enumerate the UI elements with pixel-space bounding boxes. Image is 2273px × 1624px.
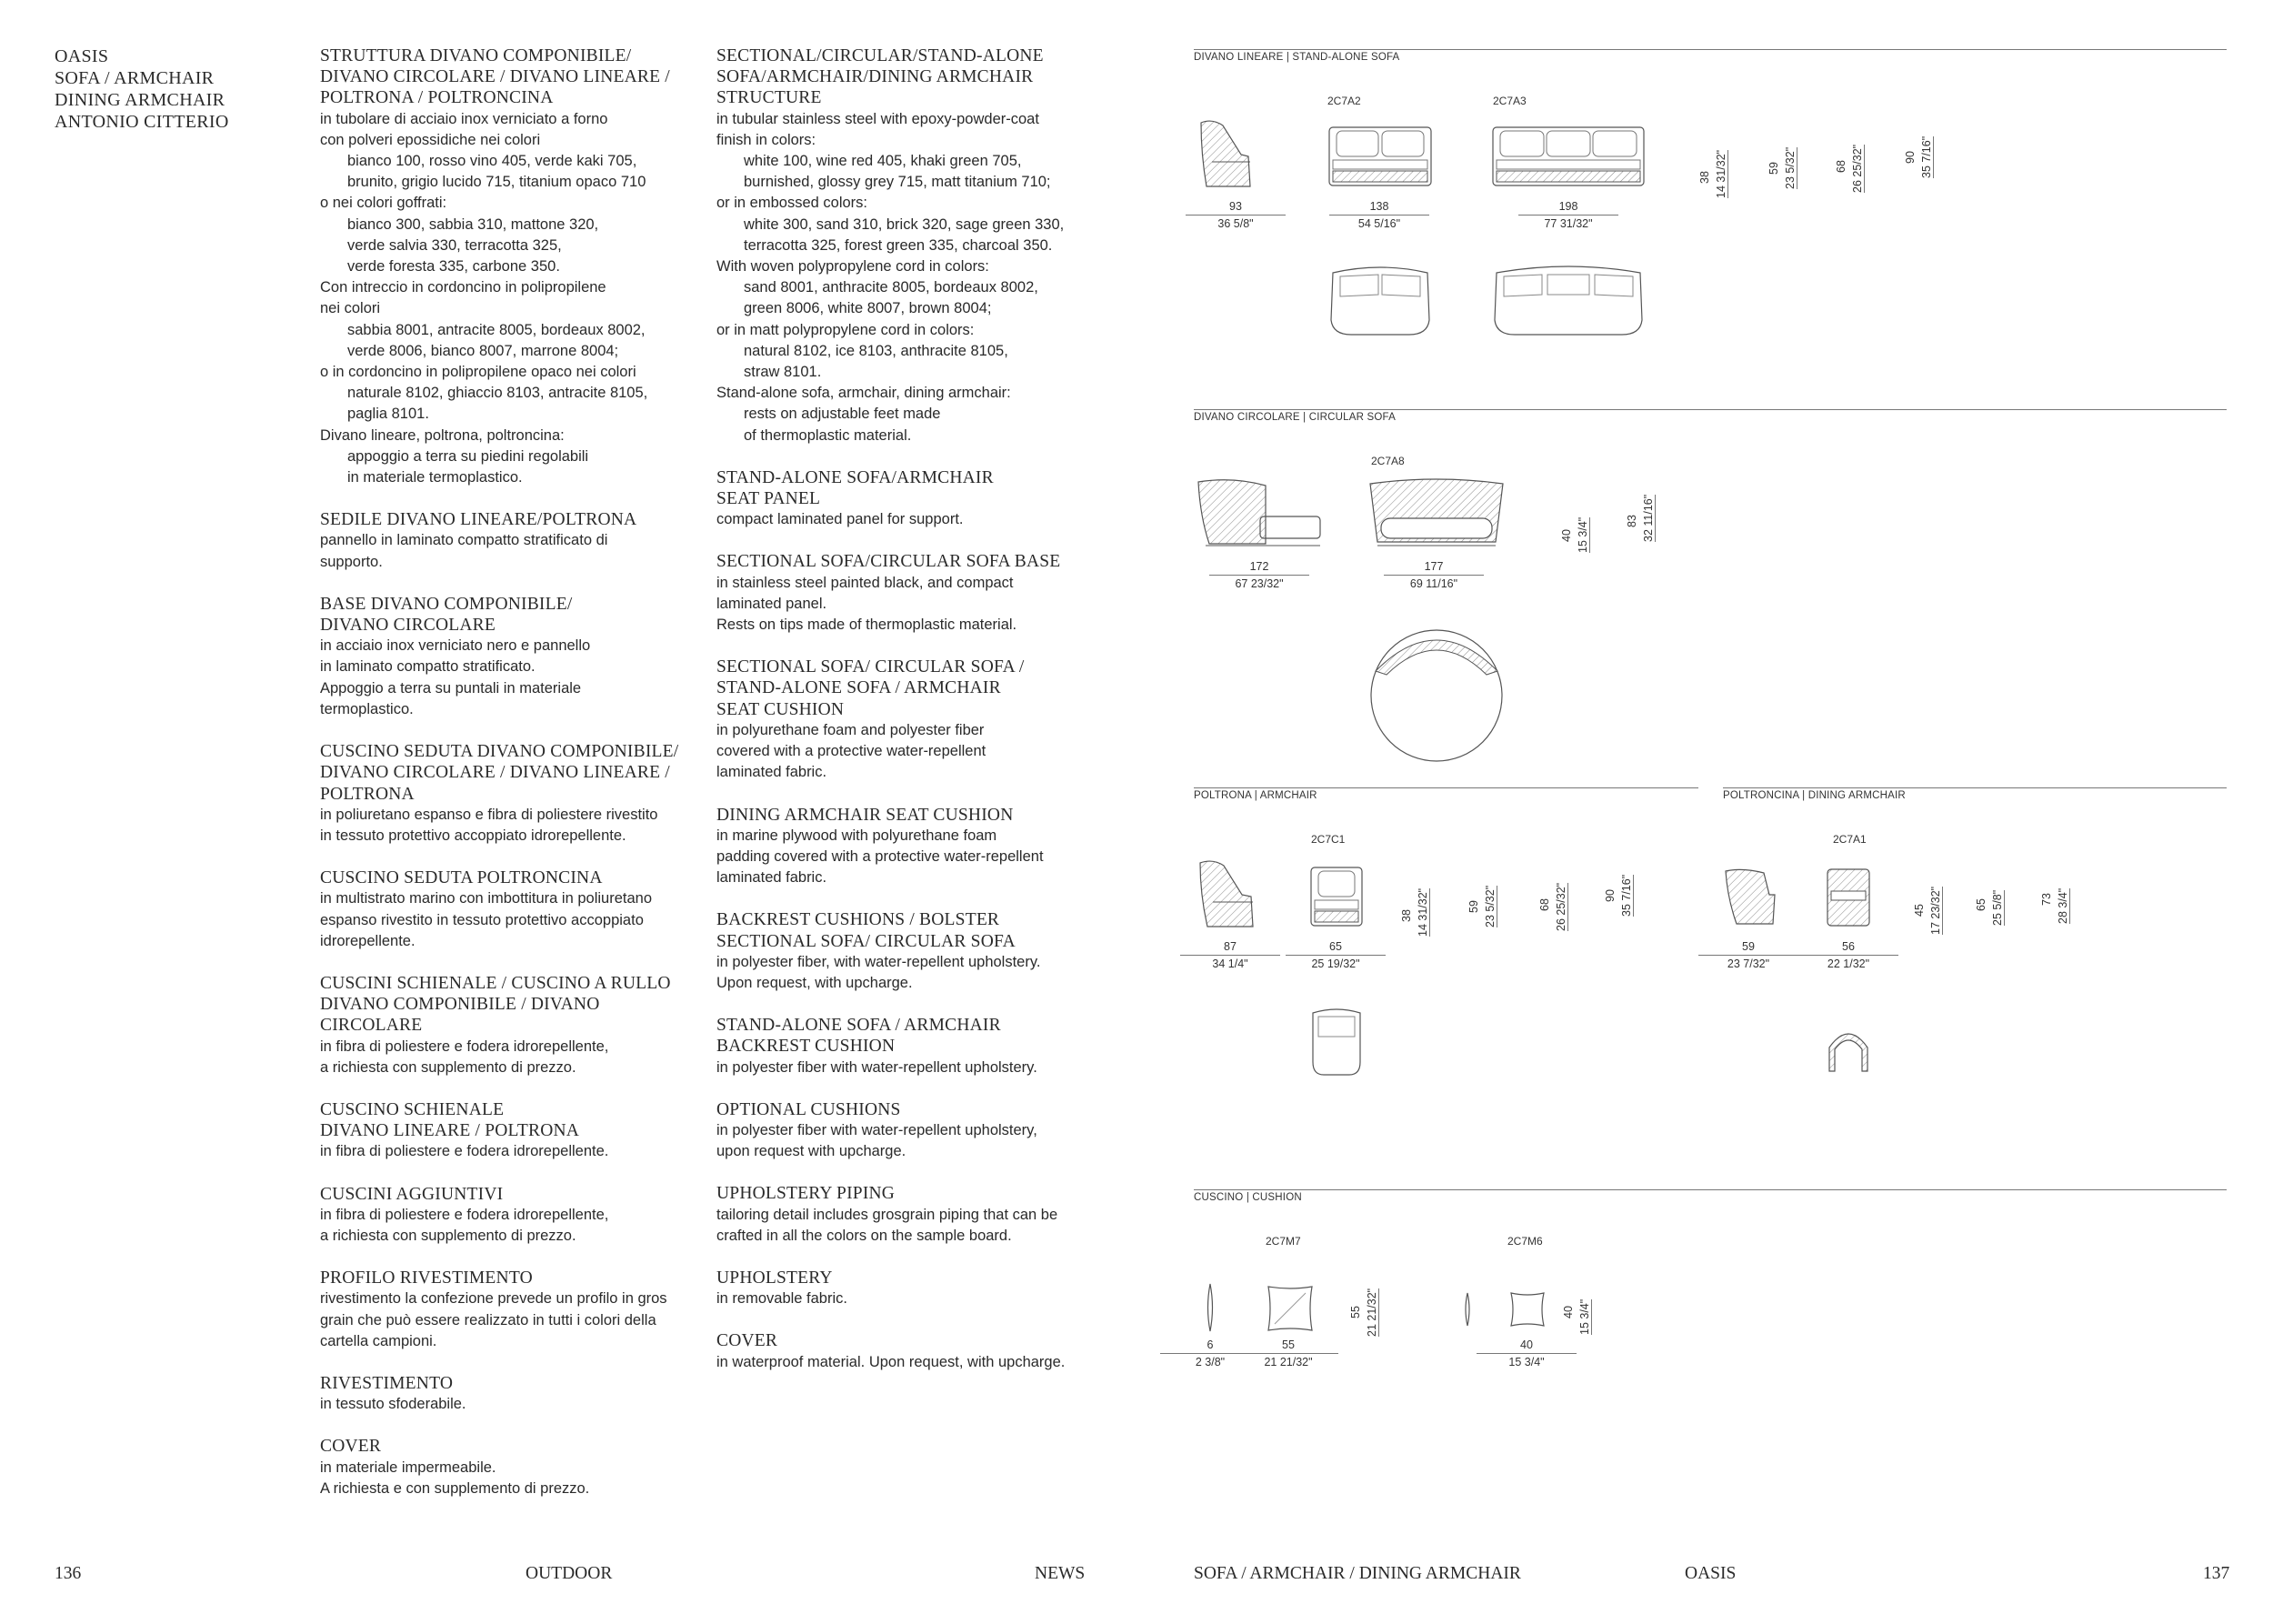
spec-text: verde salvia 330, terracotta 325, (347, 236, 562, 254)
width-dimension: 65 25 19/32" (1286, 938, 1386, 972)
linear-sofa-2seat-top-drawing (1327, 264, 1433, 338)
spec-section (320, 741, 702, 847)
spec-heading: STRUTTURA DIVANO COMPONIBILE/ (320, 46, 632, 65)
italian-specs-column (320, 45, 702, 1520)
spec-text: espanso rivestito in tessuto protettivo accoppiato (320, 911, 644, 928)
spec-heading: CUSCINI SCHIENALE / CUSCINO A RULLO (320, 973, 671, 993)
spec-heading: OPTIONAL CUSHIONS (716, 1099, 901, 1119)
section-divider (1194, 409, 2227, 410)
width-dimension: 172 67 23/32" (1209, 558, 1309, 592)
spec-section (320, 1373, 702, 1415)
width-dimension: 40 15 3/4" (1477, 1337, 1577, 1370)
spec-heading: COVER (320, 1437, 382, 1457)
circular-sofa-front-drawing (1368, 480, 1505, 553)
spec-heading: DIVANO LINEARE / POLTRONA (320, 1121, 580, 1141)
height-dimension: 83 32 11/16" (1626, 494, 1655, 542)
spec-text: in fibra di poliestere e fodera idrorepellente, (320, 1206, 609, 1223)
spec-text: in tubolare di acciaio inox verniciato a forno (320, 110, 608, 127)
spec-section (716, 909, 1098, 994)
spec-text: verde 8006, bianco 8007, marrone 8004; (347, 342, 619, 359)
section-title-circular: DIVANO CIRCOLARE | CIRCULAR SOFA (1194, 412, 1396, 423)
spec-text: idrorepellente. (320, 932, 416, 949)
height-dimension: 59 23 5/32" (1467, 885, 1497, 927)
spec-text: Appoggio a terra su puntali in materiale (320, 679, 582, 697)
spec-text: in poliuretano espanso e fibra di poliestere rivestito (320, 806, 658, 823)
dining-armchair-side-drawing (1724, 867, 1778, 927)
circular-sofa-top-drawing (1368, 627, 1505, 764)
spec-text: in materiale termoplastico. (347, 469, 523, 486)
spec-heading: SECTIONAL SOFA/CIRCULAR SOFA BASE (716, 552, 1061, 572)
spec-text: in polyester fiber, with water-repellent upholstery. (716, 953, 1041, 970)
spec-heading: SOFA/ARMCHAIR/DINING ARMCHAIR (716, 67, 1034, 87)
circular-sofa-side-drawing (1197, 480, 1324, 553)
spec-text: With woven polypropylene cord in colors: (716, 258, 989, 276)
spec-section (320, 45, 702, 488)
height-dimension: 40 15 3/4" (1560, 516, 1589, 553)
section-title-linear: DIVANO LINEARE | STAND-ALONE SOFA (1194, 52, 1400, 63)
spec-heading: CUSCINI AGGIUNTIVI (320, 1184, 504, 1204)
product-title-block (55, 45, 229, 133)
spec-text: in marine plywood with polyurethane foam (716, 827, 997, 844)
spec-text: a richiesta con supplemento di prezzo. (320, 1227, 576, 1244)
spec-text: green 8006, white 8007, brown 8004; (744, 300, 992, 317)
spec-text: Upon request, with upcharge. (716, 974, 913, 991)
spec-section (320, 867, 702, 952)
spec-heading: RIVESTIMENTO (320, 1373, 454, 1393)
spec-text: cartella campioni. (320, 1332, 437, 1349)
spec-heading: POLTRONA (320, 784, 415, 804)
spec-text: naturale 8102, ghiaccio 8103, antracite 8105, (347, 385, 648, 402)
linear-sofa-2seat-front-drawing (1327, 125, 1433, 189)
dining-armchair-front-drawing (1826, 867, 1871, 927)
spec-heading: DIVANO COMPONIBILE / DIVANO (320, 995, 600, 1015)
spec-heading: SECTIONAL SOFA/ CIRCULAR SOFA / (716, 657, 1025, 677)
page-number-left: 136 (55, 1564, 82, 1583)
height-dimension: 68 26 25/32" (1835, 144, 1864, 193)
spec-text: o nei colori goffrati: (320, 195, 447, 212)
spec-text: A richiesta e con supplemento di prezzo. (320, 1479, 590, 1497)
model-code: 2C7M7 (1266, 1235, 1301, 1248)
model-code: 2C7A3 (1493, 95, 1527, 107)
height-dimension: 68 26 25/32" (1538, 882, 1567, 931)
spec-heading: SEDILE DIVANO LINEARE/POLTRONA (320, 510, 637, 530)
spec-text: in acciaio inox verniciato nero e pannello (320, 637, 591, 655)
spec-section (320, 509, 702, 573)
dining-armchair-top-drawing (1826, 1026, 1871, 1077)
spec-section (716, 1099, 1098, 1163)
english-specs-column (716, 45, 1098, 1394)
spec-heading: STRUCTURE (716, 88, 822, 108)
section-divider (1194, 787, 1698, 788)
width-dimension: 177 69 11/16" (1384, 558, 1484, 592)
height-dimension: 90 35 7/16" (1604, 874, 1633, 917)
spec-section (716, 45, 1098, 446)
width-dimension: 59 23 7/32" (1698, 938, 1798, 972)
spec-heading: STAND-ALONE SOFA / ARMCHAIR (716, 1016, 1001, 1036)
spec-text: Con intreccio in cordoncino in polipropilene (320, 279, 606, 296)
width-dimension: 198 77 31/32" (1518, 198, 1618, 232)
spec-text: Stand-alone sofa, armchair, dining armchair: (716, 385, 1011, 402)
spec-text: upon request with upcharge. (716, 1143, 906, 1160)
width-dimension: 55 21 21/32" (1238, 1337, 1338, 1370)
spec-text: of thermoplastic material. (744, 426, 912, 444)
spec-heading: DIVANO CIRCOLARE (320, 616, 496, 636)
spec-text: finish in colors: (716, 131, 816, 148)
spec-section (716, 467, 1098, 531)
spec-text: bianco 100, rosso vino 405, verde kaki 705, (347, 153, 637, 170)
spec-heading: BACKREST CUSHION (716, 1037, 896, 1057)
spec-heading: SECTIONAL/CIRCULAR/STAND-ALONE (716, 46, 1044, 65)
page-number-right: 137 (2203, 1564, 2230, 1583)
spec-text: in laminato compatto stratificato. (320, 658, 536, 676)
spec-text: or in matt polypropylene cord in colors: (716, 321, 975, 338)
spec-section (716, 1268, 1098, 1309)
spec-text: rivestimento la confezione prevede un profilo in gros (320, 1290, 667, 1308)
spec-heading: STAND-ALONE SOFA / ARMCHAIR (716, 678, 1001, 698)
spec-text: sand 8001, anthracite 8005, bordeaux 8002, (744, 279, 1038, 296)
section-title-armchair: POLTRONA | ARMCHAIR (1194, 790, 1317, 801)
spec-text: rests on adjustable feet made (744, 406, 941, 423)
spec-heading: STAND-ALONE SOFA/ARMCHAIR (716, 467, 994, 487)
spec-heading: CUSCINO SEDUTA DIVANO COMPONIBILE/ (320, 742, 679, 762)
spec-text: supporto. (320, 553, 383, 570)
height-dimension: 45 17 23/32" (1913, 886, 1942, 935)
spec-text: sabbia 8001, antracite 8005, bordeaux 8002, (347, 321, 646, 338)
footer-news: NEWS (1035, 1564, 1086, 1583)
spec-text: terracotta 325, forest green 335, charcoal 350. (744, 236, 1053, 254)
spec-text: crafted in all the colors on the sample board. (716, 1227, 1012, 1244)
spec-text: in polyester fiber with water-repellent upholstery, (716, 1121, 1037, 1138)
height-dimension: 59 23 5/32" (1767, 146, 1797, 189)
width-dimension: 138 54 5/16" (1329, 198, 1429, 232)
spec-text: straw 8101. (744, 364, 822, 381)
spec-text: in tessuto sfoderabile. (320, 1396, 466, 1413)
height-dimension: 38 14 31/32" (1400, 887, 1429, 937)
height-dimension: 65 25 5/8" (1975, 889, 2004, 926)
armchair-side-drawing (1195, 858, 1277, 931)
spec-text: paglia 8101. (347, 406, 429, 423)
spec-text: in waterproof material. Upon request, with upcharge. (716, 1353, 1066, 1370)
spec-text: in tessuto protettivo accoppiato idrorepellente. (320, 827, 626, 844)
height-dimension: 40 15 3/4" (1562, 1298, 1591, 1335)
width-dimension: 87 34 1/4" (1180, 938, 1280, 972)
spec-heading: CIRCOLARE (320, 1016, 423, 1036)
spec-text: laminated panel. (716, 595, 827, 612)
width-dimension: 56 22 1/32" (1798, 938, 1898, 972)
spec-heading: DINING ARMCHAIR SEAT CUSHION (716, 805, 1014, 825)
spec-section (716, 805, 1098, 889)
height-dimension: 55 21 21/32" (1349, 1288, 1378, 1337)
footer-product-type: SOFA / ARMCHAIR / DINING ARMCHAIR (1194, 1564, 1521, 1583)
spec-text: laminated fabric. (716, 764, 827, 781)
spec-heading: DIVANO CIRCOLARE / DIVANO LINEARE / (320, 67, 670, 87)
spec-heading: UPHOLSTERY PIPING (716, 1184, 896, 1204)
spec-section (320, 1436, 702, 1499)
model-code: 2C7C1 (1311, 833, 1346, 846)
spec-text: in multistrato marino con imbottitura in poliuretano (320, 890, 653, 907)
spec-section (716, 1015, 1098, 1078)
collection-name: OASIS (55, 46, 109, 66)
spec-heading: DIVANO CIRCOLARE / DIVANO LINEARE / (320, 763, 670, 783)
spec-heading: SEAT CUSHION (716, 699, 845, 719)
height-dimension: 73 28 3/4" (2040, 887, 2069, 924)
model-code: 2C7A2 (1327, 95, 1361, 107)
spec-text: nei colori (320, 300, 381, 317)
section-divider (1723, 787, 2227, 788)
spec-text: in materiale impermeabile. (320, 1459, 496, 1476)
spec-text: brunito, grigio lucido 715, titanium opaco 710 (347, 174, 646, 191)
linear-sofa-3seat-front-drawing (1491, 125, 1646, 189)
height-dimension: 90 35 7/16" (1904, 135, 1933, 178)
spec-text: in tubular stainless steel with epoxy-powder-coat (716, 110, 1039, 127)
spec-text: covered with a protective water-repellent (716, 743, 986, 760)
section-divider (1194, 1189, 2227, 1190)
linear-sofa-3seat-top-drawing (1491, 264, 1646, 338)
model-code: 2C7A8 (1371, 455, 1405, 467)
designer-name: ANTONIO CITTERIO (55, 112, 229, 132)
section-title-cushion: CUSCINO | CUSHION (1194, 1192, 1302, 1203)
spec-section (716, 551, 1098, 636)
spec-section (716, 1330, 1098, 1372)
spec-heading: POLTRONA / POLTRONCINA (320, 88, 554, 108)
spec-text: pannello in laminato compatto stratificato di (320, 532, 608, 549)
cushion-large-front-drawing (1266, 1284, 1315, 1333)
spec-heading: SECTIONAL SOFA/ CIRCULAR SOFA (716, 931, 1016, 951)
spec-text: in fibra di poliestere e fodera idrorepellente, (320, 1038, 609, 1055)
spec-text: a richiesta con supplemento di prezzo. (320, 1058, 576, 1076)
spec-section (716, 657, 1098, 783)
spec-text: natural 8102, ice 8103, anthracite 8105, (744, 342, 1008, 359)
spec-heading: BASE DIVANO COMPONIBILE/ (320, 594, 573, 614)
spec-heading: BACKREST CUSHIONS / BOLSTER (716, 910, 1000, 930)
section-title-dining-armchair: POLTRONCINA | DINING ARMCHAIR (1723, 790, 1906, 801)
spec-text: in fibra di poliestere e fodera idrorepellente. (320, 1143, 609, 1160)
spec-heading: PROFILO RIVESTIMENTO (320, 1268, 533, 1288)
spec-section (320, 1268, 702, 1352)
spec-heading: UPHOLSTERY (716, 1268, 833, 1288)
linear-sofa-side-drawing (1194, 118, 1276, 191)
spec-section (320, 1184, 702, 1248)
spec-section (320, 594, 702, 720)
spec-text: termoplastico. (320, 700, 414, 717)
spec-section (716, 1183, 1098, 1247)
spec-heading: CUSCINO SCHIENALE (320, 1099, 505, 1119)
spec-text: burnished, glossy grey 715, matt titanium 710; (744, 174, 1051, 191)
armchair-front-drawing (1309, 866, 1364, 929)
footer-category: OUTDOOR (526, 1564, 613, 1583)
model-code: 2C7A1 (1833, 833, 1867, 846)
cushion-small-side-drawing (1462, 1291, 1473, 1328)
spec-text: Rests on tips made of thermoplastic material. (716, 617, 1017, 634)
product-line: DINING ARMCHAIR (55, 90, 225, 110)
spec-text: in removable fabric. (716, 1290, 847, 1308)
spec-text: tailoring detail includes grosgrain piping that can be (716, 1206, 1058, 1223)
spec-text: white 100, wine red 405, khaki green 705, (744, 153, 1022, 170)
spec-text: grain che può essere realizzato in tutti i colori della (320, 1311, 656, 1328)
spec-text: appoggio a terra su piedini regolabili (347, 447, 589, 465)
product-line: SOFA / ARMCHAIR (55, 68, 215, 88)
spec-text: laminated fabric. (716, 869, 827, 887)
spec-text: or in embossed colors: (716, 195, 867, 212)
spec-section (320, 973, 702, 1078)
spec-text: Divano lineare, poltrona, poltroncina: (320, 426, 565, 444)
spec-section (320, 1099, 702, 1163)
spec-text: padding covered with a protective water-repellent (716, 847, 1044, 865)
armchair-top-drawing (1309, 1006, 1364, 1078)
spec-text: bianco 300, sabbia 310, mattone 320, (347, 216, 599, 233)
width-dimension: 6 2 3/8" (1160, 1337, 1260, 1370)
spec-text: in polyurethane foam and polyester fiber (716, 721, 985, 738)
spec-text: in polyester fiber with water-repellent upholstery. (716, 1058, 1037, 1076)
spec-text: con polveri epossidiche nei colori (320, 131, 541, 148)
spec-heading: COVER (716, 1331, 778, 1351)
spec-heading: SEAT PANEL (716, 489, 821, 509)
spec-text: white 300, sand 310, brick 320, sage green 330, (744, 216, 1065, 233)
section-divider (1194, 49, 2227, 50)
cushion-small-front-drawing (1509, 1291, 1546, 1328)
spec-text: o in cordoncino in polipropilene opaco nei colori (320, 364, 636, 381)
model-code: 2C7M6 (1507, 1235, 1543, 1248)
footer-collection: OASIS (1685, 1564, 1737, 1583)
width-dimension: 93 36 5/8" (1186, 198, 1286, 232)
height-dimension: 38 14 31/32" (1698, 149, 1727, 198)
spec-text: compact laminated panel for support. (716, 511, 964, 528)
cushion-large-side-drawing (1204, 1282, 1217, 1333)
spec-heading: CUSCINO SEDUTA POLTRONCINA (320, 868, 603, 888)
spec-text: verde foresta 335, carbone 350. (347, 258, 560, 276)
spec-text: in stainless steel painted black, and compact (716, 574, 1014, 591)
